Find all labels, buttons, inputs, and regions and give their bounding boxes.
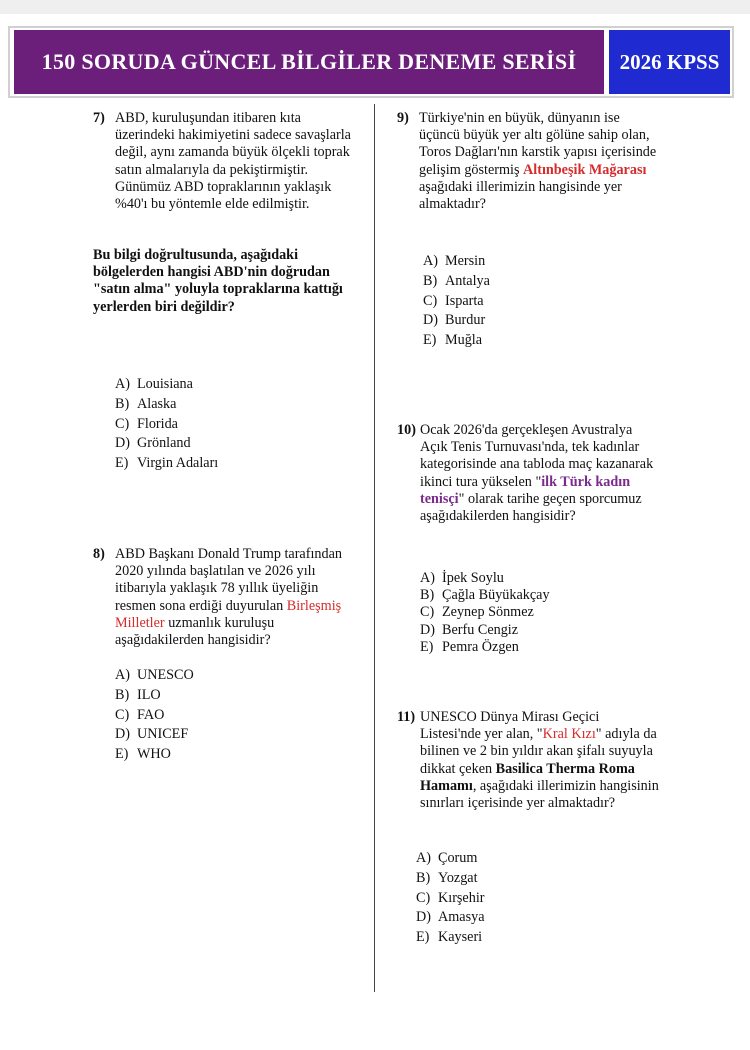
header-badge-box	[609, 30, 730, 94]
option-a[interactable]	[115, 375, 218, 395]
question-9-options	[423, 252, 490, 351]
question-number: 11)	[397, 709, 416, 725]
option-text: Çağla Büyükakçay	[442, 587, 550, 604]
option-letter: D)	[420, 621, 435, 638]
option-text: Berfu Cengiz	[442, 621, 519, 638]
header-badge: 2026 KPSS	[619, 49, 720, 74]
option-text: Pemra Özgen	[442, 638, 519, 655]
option-letter: C)	[115, 706, 130, 723]
header-title: 150 SORUDA GÜNCEL BİLGİLER DENEME SERİSİ	[41, 49, 577, 74]
option-e[interactable]	[420, 639, 550, 656]
option-letter: E)	[420, 638, 434, 655]
option-text: Florida	[137, 415, 178, 432]
option-e[interactable]	[115, 454, 218, 474]
option-a[interactable]	[423, 252, 490, 272]
question-7-stem: Bu bilgi doğrultusunda, aşağıdaki bölgelerden hangisi ABD'nin doğrudan "satın alma" yoluyla topraklarına kattığı yerlerden biri değildir?	[93, 247, 343, 315]
question-number: 8)	[93, 546, 105, 562]
option-c[interactable]	[115, 415, 218, 435]
option-text: Grönland	[137, 435, 191, 452]
option-letter: A)	[420, 570, 435, 586]
bold-text: Basilica Therma Roma Hamamı	[420, 760, 635, 794]
highlight-text: ilk Türk kadın tenisçi	[420, 473, 631, 507]
option-letter: D)	[115, 726, 130, 743]
option-text: Zeynep Sönmez	[442, 604, 534, 621]
option-letter: C)	[115, 415, 130, 432]
option-b[interactable]	[423, 272, 490, 292]
question-10-options	[420, 570, 550, 656]
option-c[interactable]	[416, 889, 485, 909]
option-letter: A)	[115, 376, 130, 392]
question-8-options	[115, 666, 194, 765]
text-part: " olarak tarihe geçen sporcumuz aşağıdakilerden hangisidir?	[420, 490, 642, 525]
option-b[interactable]	[115, 395, 218, 415]
option-letter: E)	[416, 929, 430, 946]
option-letter: A)	[423, 253, 438, 269]
option-c[interactable]	[420, 604, 550, 621]
option-c[interactable]	[115, 706, 194, 726]
column-divider	[374, 104, 375, 992]
text-part: UNESCO Dünya Mirası Geçici Listesi'nde yer alan, "	[420, 709, 600, 743]
option-text: Çorum	[438, 850, 478, 866]
option-d[interactable]	[115, 434, 218, 454]
option-letter: C)	[420, 604, 435, 621]
question-number: 10)	[397, 422, 416, 438]
question-number: 7)	[93, 110, 105, 126]
question-9	[397, 110, 662, 213]
question-number: 9)	[397, 110, 409, 126]
highlight-text: Altınbeşik Mağarası	[523, 161, 647, 178]
question-7-options	[115, 375, 218, 474]
option-text: İpek Soylu	[442, 570, 504, 586]
option-d[interactable]	[423, 311, 490, 331]
option-letter: D)	[416, 909, 431, 926]
question-11	[397, 709, 662, 812]
option-d[interactable]	[115, 725, 194, 745]
question-text	[420, 422, 662, 525]
option-text: Amasya	[438, 909, 485, 926]
option-d[interactable]	[416, 908, 485, 928]
option-a[interactable]	[115, 666, 194, 686]
question-text	[420, 709, 662, 812]
option-a[interactable]	[416, 849, 485, 869]
top-strip	[0, 0, 750, 14]
option-e[interactable]	[416, 928, 485, 948]
header-title-box	[14, 30, 604, 94]
option-text: Kırşehir	[438, 889, 485, 906]
question-7	[93, 110, 358, 213]
option-text: Alaska	[137, 395, 177, 412]
option-text: Antalya	[445, 272, 490, 289]
question-8	[93, 546, 358, 649]
page-header	[8, 26, 734, 98]
question-11-options	[416, 849, 485, 948]
option-a[interactable]	[420, 570, 550, 587]
option-letter: C)	[423, 292, 438, 309]
option-text: UNESCO	[137, 667, 194, 683]
question-text	[115, 546, 358, 649]
question-text	[419, 110, 662, 213]
text-part: uzmanlık kuruluşu aşağıdakilerden hangisidir?	[115, 614, 275, 649]
text-part: aşağıdaki illerimizin hangisinde yer almaktadır?	[419, 178, 622, 213]
question-10	[397, 422, 662, 525]
option-text: WHO	[137, 746, 171, 763]
option-letter: E)	[115, 746, 129, 763]
text-part: " adıyla da bilinen ve 2 bin yıldır akan şifalı suyuyla dikkat çeken	[420, 726, 657, 777]
highlight-text: Birleşmiş Milletler	[115, 597, 342, 631]
option-letter: D)	[423, 312, 438, 329]
option-text: Muğla	[445, 332, 483, 349]
option-letter: D)	[115, 435, 130, 452]
text-part: Türkiye'nin en büyük, dünyanın ise üçüncü büyük yer altı gölüne sahip olan, Toros Dağları'nın karstik yapısı içerisinde gelişim göstermiş	[419, 110, 657, 178]
option-b[interactable]	[416, 869, 485, 889]
option-b[interactable]	[115, 686, 194, 706]
option-text: FAO	[137, 706, 165, 723]
option-text: Mersin	[445, 253, 486, 269]
option-letter: C)	[416, 889, 431, 906]
text-part: Ocak 2026'da gerçekleşen Avustralya Açık Tenis Turnuvası'nda, tek kadınlar kategorisinde ana tabloda maç kazanarak ikinci tura yükselen "	[420, 422, 654, 490]
option-letter: A)	[416, 850, 431, 866]
option-text: Louisiana	[137, 376, 193, 392]
option-letter: A)	[115, 667, 130, 683]
option-d[interactable]	[420, 622, 550, 639]
highlight-text: Kral Kızı	[542, 726, 596, 743]
option-text: Yozgat	[438, 869, 478, 886]
option-text: ILO	[137, 686, 161, 703]
option-letter: B)	[420, 587, 435, 604]
text-part: ABD Başkanı Donald Trump tarafından 2020 yılında başlatılan ve 2026 yılı itibarıyla yaklaşık 78 yıllık üyeliğin resmen sona erdiği duyurulan	[115, 546, 342, 614]
option-e[interactable]	[115, 745, 194, 765]
option-letter: E)	[423, 332, 437, 349]
text-part: , aşağıdaki illerimizin hangisinin sınırları içerisinde yer almaktadır?	[420, 777, 659, 812]
option-b[interactable]	[420, 587, 550, 604]
option-letter: B)	[115, 686, 130, 703]
option-text: Burdur	[445, 312, 486, 329]
option-letter: B)	[416, 869, 431, 886]
option-letter: B)	[115, 395, 130, 412]
option-text: UNICEF	[137, 726, 189, 743]
option-letter: B)	[423, 272, 438, 289]
option-text: Virgin Adaları	[137, 455, 219, 472]
question-text: ABD, kuruluşundan itibaren kıta üzerindeki hakimiyetini sadece savaşlarla değil, aynı zamanda büyük ölçekli toprak satın almalarıyla da pekiştirmiştir. Günümüz ABD topraklarının yaklaşık %40'ı bu yöntemle elde edilmiştir.	[115, 110, 351, 213]
option-text: Kayseri	[438, 929, 483, 946]
option-text: Isparta	[445, 292, 484, 309]
option-letter: E)	[115, 455, 129, 472]
option-c[interactable]	[423, 292, 490, 312]
option-e[interactable]	[423, 331, 490, 351]
